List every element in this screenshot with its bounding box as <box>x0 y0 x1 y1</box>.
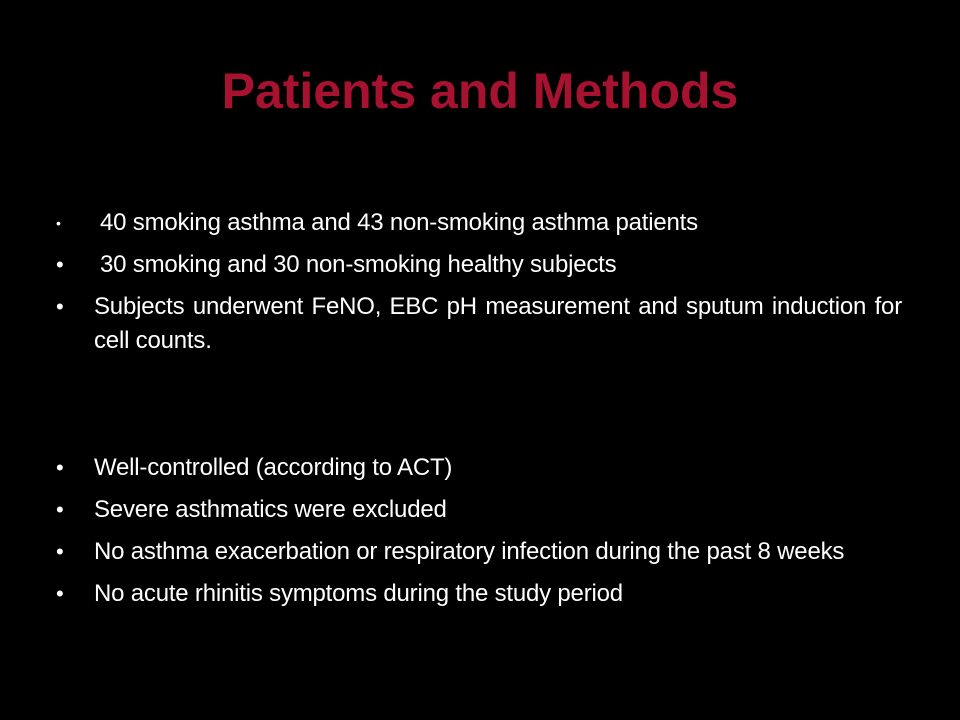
slide-title: Patients and Methods <box>221 63 739 119</box>
bullet-marker: • <box>56 252 64 277</box>
bullet-marker: • <box>56 497 64 522</box>
bullet-item <box>56 248 902 282</box>
bullet-marker: • <box>56 539 64 564</box>
bullet-item <box>56 493 902 527</box>
bullet-text: No asthma exacerbation or respiratory infection during the past 8 weeks <box>94 538 845 565</box>
bullet-text: 40 smoking asthma and 43 non-smoking asthma patients <box>100 209 698 236</box>
bullet-text: 30 smoking and 30 non-smoking healthy subjects <box>100 251 617 278</box>
bullet-item <box>56 577 902 611</box>
bullet-marker: • <box>56 215 61 231</box>
bullet-marker: • <box>56 581 64 606</box>
bullet-item <box>56 290 902 358</box>
bullet-text: Subjects underwent FeNO, EBC pH measurement and sputum induction for cell counts. <box>94 293 902 354</box>
bullet-text: Well-controlled (according to ACT) <box>94 454 453 481</box>
bullet-list-criteria <box>56 451 902 619</box>
bullet-item <box>56 451 902 485</box>
bullet-item <box>56 535 902 569</box>
bullet-marker: • <box>56 294 64 319</box>
bullet-item <box>56 206 902 240</box>
bullet-marker: • <box>56 455 64 480</box>
bullet-list-subjects <box>56 206 902 366</box>
bullet-text: Severe asthmatics were excluded <box>94 496 447 523</box>
bullet-text: No acute rhinitis symptoms during the study period <box>94 580 623 607</box>
